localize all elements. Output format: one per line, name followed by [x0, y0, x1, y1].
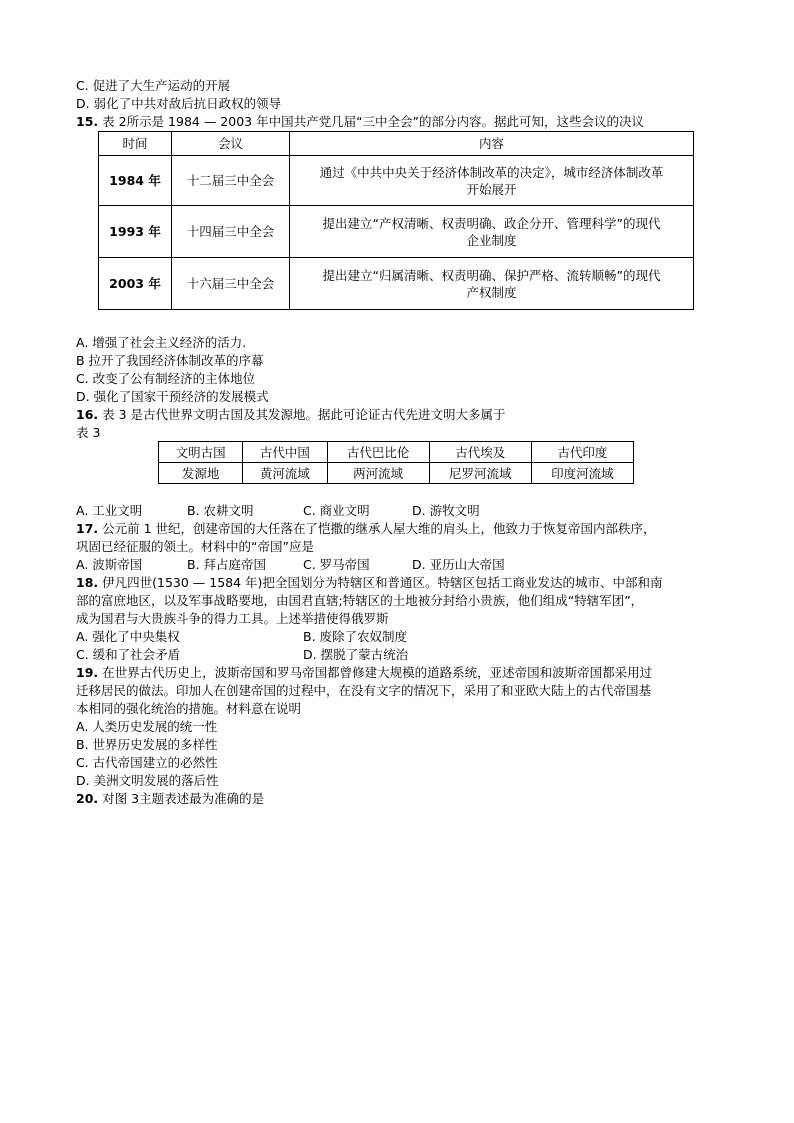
question-15-stem [76, 113, 644, 130]
option-b: B 拉开了我国经济体制改革的序幕 [76, 353, 264, 368]
header-meeting: 会议 [172, 132, 290, 156]
question-text: 本相同的强化统治的措施。材料意在说明 [76, 701, 302, 716]
question-text: 迁移居民的做法。印加人在创建帝国的过程中，在没有文字的情况下，采用了和亚欧大陆上的古代帝国基 [76, 683, 652, 698]
question-19-stem [76, 664, 652, 681]
table-2 [98, 131, 694, 310]
table-row [99, 156, 694, 206]
cell-content-line: 通过《中共中央关于经济体制改革的决定》，城市经济体制改革 [319, 164, 664, 180]
option-c: C. 促进了大生产运动的开展 [76, 78, 231, 93]
table-row [159, 463, 634, 484]
question-text: 表 3 是古代世界文明古国及其发源地。据此可论证古代先进文明大多属于 [102, 407, 506, 422]
question-number: 20. [76, 791, 99, 806]
table-cell: 古代巴比伦 [327, 442, 429, 463]
question-text: 伊凡四世(1530 — 1584 年)把全国划分为特辖区和普通区。特辖区包括工商业发达的城市、中部和南 [102, 575, 663, 590]
cell-year: 1984 年 [99, 156, 172, 206]
table-cell: 黄河流域 [243, 463, 327, 484]
cell-content [290, 206, 694, 258]
cell-year: 2003 年 [99, 258, 172, 310]
option-d: D. 强化了国家干预经济的发展模式 [76, 389, 269, 404]
option-a: A. 增强了社会主义经济的活力. [76, 335, 247, 350]
cell-content-line: 企业制度 [466, 232, 517, 248]
table-cell: 印度河流域 [531, 463, 633, 484]
option-d: D. 亚历山大帝国 [412, 557, 505, 572]
option-b: B. 废除了农奴制度 [303, 629, 408, 644]
question-16-stem [76, 406, 506, 423]
cell-content-line: 开始展开 [466, 181, 517, 197]
option-a: A. 人类历史发展的统一性 [76, 719, 218, 734]
option-a: A. 波斯帝国 [76, 557, 143, 572]
question-20-stem [76, 790, 264, 807]
table-cell: 发源地 [159, 463, 243, 484]
option-c: C. 罗马帝国 [303, 557, 370, 572]
table-row [99, 206, 694, 258]
cell-content [290, 156, 694, 206]
table-3 [158, 441, 634, 484]
cell-meeting: 十四届三中全会 [172, 206, 290, 258]
header-time: 时间 [99, 132, 172, 156]
table-cell: 尼罗河流域 [429, 463, 531, 484]
question-number: 17. [76, 521, 99, 536]
question-text: 对图 3主题表述最为准确的是 [102, 791, 265, 806]
option-b: B. 世界历史发展的多样性 [76, 737, 218, 752]
question-text: 在世界古代历史上，波斯帝国和罗马帝国都曾修建大规模的道路系统，亚述帝国和波斯帝国都采用过 [102, 665, 653, 680]
cell-meeting: 十二届三中全会 [172, 156, 290, 206]
option-d: D. 游牧文明 [412, 503, 480, 518]
table-cell: 两河流域 [327, 463, 429, 484]
cell-content-line: 产权制度 [466, 284, 517, 300]
option-a: A. 工业文明 [76, 503, 143, 518]
table-row [99, 258, 694, 310]
table-row [159, 442, 634, 463]
question-number: 15. [76, 114, 99, 129]
table-cell: 古代印度 [531, 442, 633, 463]
question-text: 成为国君与大贵族斗争的得力工具。上述举措使得俄罗斯 [76, 611, 389, 626]
option-a: A. 强化了中央集权 [76, 629, 180, 644]
table-cell: 文明古国 [159, 442, 243, 463]
question-18-stem [76, 574, 662, 591]
table-cell: 古代埃及 [429, 442, 531, 463]
option-c: C. 商业文明 [303, 503, 370, 518]
question-number: 16. [76, 407, 99, 422]
question-text: 巩固已经征服的领土。材料中的“帝国”应是 [76, 539, 314, 554]
option-c: C. 古代帝国建立的必然性 [76, 755, 218, 770]
question-text: 表 2所示是 1984 — 2003 年中国共产党几届“三中全会”的部分内容。据此可知，这些会议的决议 [102, 114, 645, 129]
question-text: 公元前 1 世纪，创建帝国的大任落在了恺撒的继承人屋大维的肩头上，他致力于恢复帝国内部秩序， [102, 521, 656, 536]
question-number: 18. [76, 575, 99, 590]
cell-year: 1993 年 [99, 206, 172, 258]
table-label: 表 3 [76, 425, 101, 440]
header-content: 内容 [290, 132, 694, 156]
cell-content-line: 提出建立“归属清晰、权责明确、保护严格、流转顺畅”的现代 [322, 267, 661, 283]
option-d: D. 美洲文明发展的落后性 [76, 773, 219, 788]
question-text: 部的富庶地区，以及军事战略要地，由国君直辖;特辖区的土地被分封给小贵族，他们组成“特辖军团”， [76, 593, 644, 608]
option-d: D. 弱化了中共对敌后抗日政权的领导 [76, 96, 282, 111]
question-number: 19. [76, 665, 99, 680]
option-b: B. 农耕文明 [187, 503, 254, 518]
question-17-stem [76, 520, 656, 537]
table-header-row [99, 132, 694, 156]
cell-content-line: 提出建立“产权清晰、权责明确、政企分开、管理科学”的现代 [322, 215, 661, 231]
option-c: C. 改变了公有制经济的主体地位 [76, 371, 256, 386]
cell-content [290, 258, 694, 310]
option-d: D. 摆脱了蒙古统治 [303, 647, 409, 662]
option-c: C. 缓和了社会矛盾 [76, 647, 181, 662]
option-b: B. 拜占庭帝国 [187, 557, 267, 572]
cell-meeting: 十六届三中全会 [172, 258, 290, 310]
table-cell: 古代中国 [243, 442, 327, 463]
